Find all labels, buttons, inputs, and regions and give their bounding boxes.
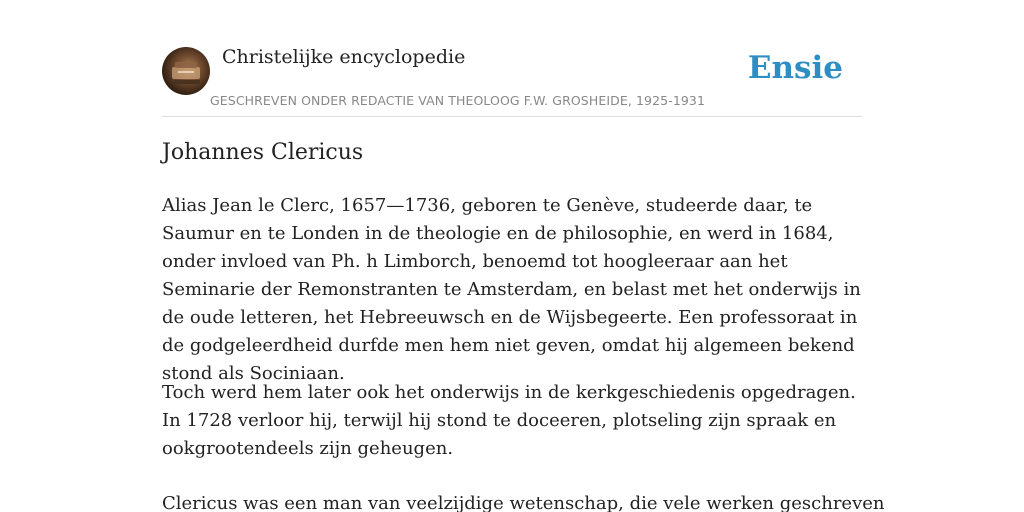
article-paragraph: Toch werd hem later ook het onderwijs in de kerkgeschiedenis opgedragen. In 1728 verloor hij, terwijl hij stond te doceeren, plotseling zijn spraak en ookgrootendeels zijn geheugen. (162, 382, 856, 459)
site-name[interactable]: Christelijke encyclopedie (222, 46, 466, 68)
article-title: Johannes Clericus (162, 140, 364, 165)
site-tagline: GESCHREVEN ONDER REDACTIE VAN THEOLOOG F.W. GROSHEIDE, 1925-1931 (210, 93, 706, 108)
article-paragraph: Clericus was een man van veelzijdige wetenschap, die vele werken geschreven (162, 493, 885, 512)
book-icon[interactable] (162, 47, 210, 95)
site-header (162, 46, 862, 117)
article-paragraph: Alias Jean le Clerc, 1657—1736, geboren te Genève, studeerde daar, te Saumur en te Londen in de theologie en de philosophie, en werd in 1684, onder invloed van Ph. h Limborch, benoemd tot hoogleeraar aan het Seminarie der Remonstranten te Amsterdam, en belast met het onderwijs in de oude letteren, het Hebreeuwsch en de Wijsbegeerte. Een professoraat in de godgeleerdheid durfde men hem niet geven, omdat hij algemeen bekend stond als Sociniaan. (162, 195, 861, 384)
brand-logo[interactable]: Ensie (747, 50, 843, 86)
